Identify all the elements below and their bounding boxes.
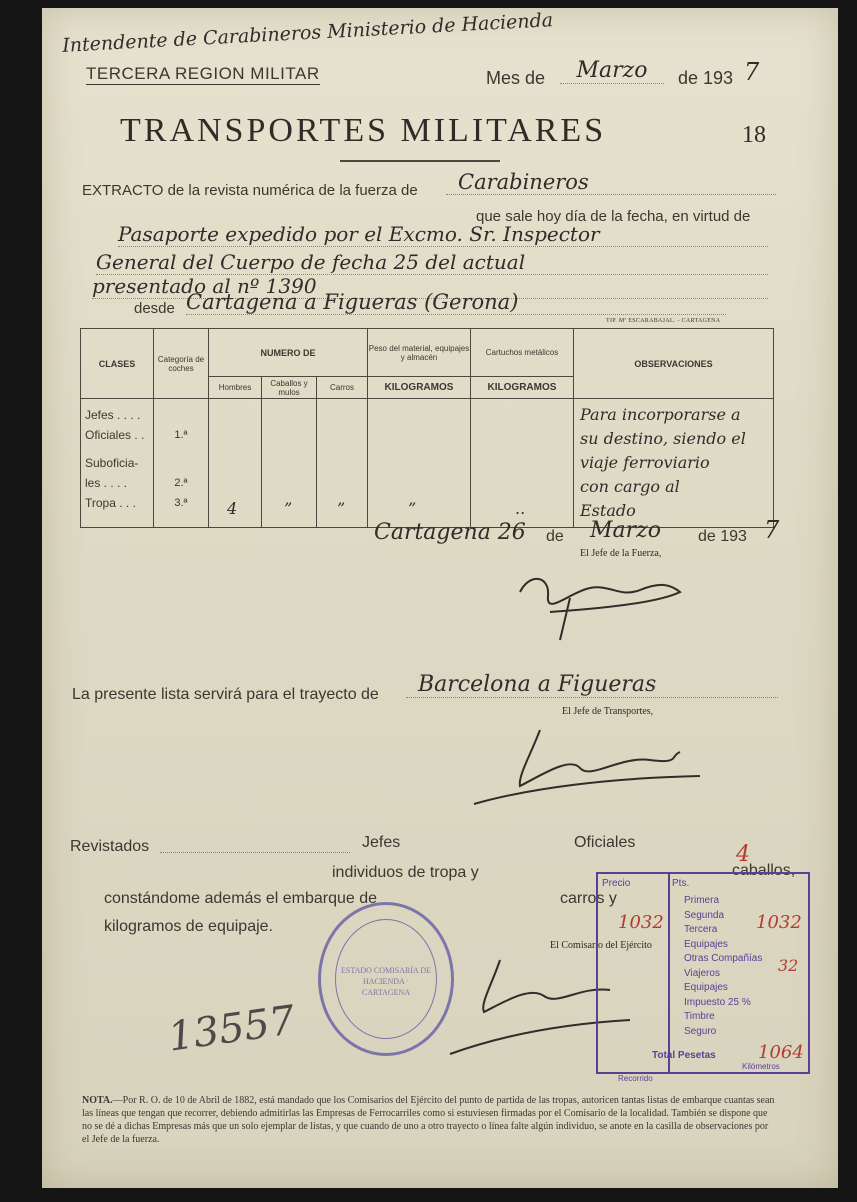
stamp-row-8: Timbre (684, 1011, 715, 1022)
from-label: desde (134, 300, 175, 317)
date-de-1: de (546, 528, 564, 545)
obs-line-2: su destino, siendo el (580, 429, 746, 448)
extract-label: EXTRACTO de la revista numérica de la fuerza de (82, 182, 418, 199)
month-label: Mes de (486, 68, 546, 88)
force-value: Carabineros (446, 170, 776, 195)
stamp-row-0: Primera (684, 895, 720, 906)
tropa-cartuchos: .. (515, 499, 526, 518)
observaciones-cell (574, 399, 774, 528)
tropa-peso: ” (408, 499, 417, 518)
obs-line-4: con cargo al (580, 477, 680, 496)
stamp-hand-tercera: 1032 (756, 912, 802, 933)
carros-label: carros y (560, 890, 617, 907)
row-suboficiales-2: les . . . . (85, 476, 128, 490)
stamp-row-7: Impuesto 25 % (684, 996, 751, 1008)
seal-text: ESTADO COMISARÍA DE HACIENDA · CARTAGENA (340, 966, 432, 997)
tropa-hombres: 4 (227, 499, 238, 518)
date-year-digit: 7 (764, 516, 780, 544)
reason-line-3: presentado al nº 1390 (92, 274, 768, 299)
stamp-row-2: Tercera (684, 924, 718, 935)
row-jefes: Jefes . . . . (85, 408, 141, 422)
note-label: NOTA. (82, 1095, 113, 1106)
col-kg2: KILOGRAMOS (471, 377, 574, 399)
stamp-col2: Pts. (672, 878, 690, 889)
col-caballos: Caballos y mulos (262, 377, 317, 399)
carros-cell (317, 399, 368, 528)
col-numero-de: NUMERO DE (209, 329, 368, 377)
col-categoria: Categoría de coches (154, 329, 209, 399)
cat-2: 2.ª (174, 477, 188, 489)
note-text: —Por R. O. de 10 de Abril de 1882, está mandado que los Comisarios del Ejército del punto de partida de las tropas, autoricen tantas listas de embarque cuantas sean las líneas que tengan que recorrer, debiendo admitirlas las Empresas de Ferrocarriles como si estuviesen firmadas por el Comisario de la localidad. También se dispone que no se dé a dichas Empresas más que un solo ejemplar de listas, y que cuando de uno a otro trayecto o línea falte algún individuo, se anote en la casilla de observaciones por el Jefe de la fuerza. (82, 1095, 775, 1145)
hombres-cell (209, 399, 262, 528)
margin-number: 13557 (165, 997, 298, 1061)
trayecto-label: La presente lista servirá para el trayecto de (72, 686, 379, 703)
place-value: Cartagena 26 (374, 520, 526, 545)
signature-jefe-fuerza (490, 562, 700, 644)
date-de-2: de 193 (698, 528, 747, 545)
reason-line-2: General del Cuerpo de fecha 25 del actual (96, 250, 768, 275)
individuos-label: individuos de tropa y (332, 864, 479, 881)
constandome-label: constándome además el embarque de (104, 890, 378, 907)
obs-line-5: Estado (580, 501, 636, 520)
stamp-col1: Precio (602, 878, 631, 889)
signature-jefe-transportes (470, 716, 710, 812)
col-carros: Carros (317, 377, 368, 399)
col-clases: CLASES (81, 329, 154, 399)
obs-line-1: Para incorporarse a (580, 405, 741, 424)
year-label: de 193 (678, 68, 734, 88)
col-hombres: Hombres (209, 377, 262, 399)
oficiales-label: Oficiales (574, 834, 636, 851)
stamp-hand-otras: 32 (778, 956, 799, 975)
reason-line-1: Pasaporte expedido por el Excmo. Sr. Inspector (118, 222, 768, 247)
official-seal (318, 902, 454, 1056)
row-suboficiales: Suboficia- (85, 456, 139, 470)
categoria-cell (154, 399, 209, 528)
extract-line2: que sale hoy día de la fecha, en virtud de (476, 208, 751, 225)
stamp-total: Total Pesetas (652, 1050, 716, 1061)
col-observaciones: OBSERVACIONES (574, 329, 774, 399)
page-title: TRANSPORTES MILITARES (120, 112, 607, 149)
stamp-row-4: Otras Compañías (684, 953, 763, 964)
jefe-fuerza-label: El Jefe de la Fuerza, (580, 548, 662, 559)
trayecto-value: Barcelona a Figueras (406, 672, 778, 698)
stamp-row-9: Seguro (684, 1025, 717, 1037)
revistados-label: Revistados (70, 838, 150, 855)
troops-table (80, 328, 774, 528)
kilogramos-label: kilogramos de equipaje. (104, 918, 273, 935)
form-number: 18 (742, 122, 766, 148)
obs-line-3: viaje ferroviario (580, 453, 710, 472)
peso-cell (368, 399, 471, 528)
title-ornament (340, 160, 500, 162)
stamp-row-1: Segunda (684, 909, 725, 921)
revistados-line (160, 852, 350, 853)
cat-3: 3.ª (174, 497, 188, 509)
jefes-label: Jefes (362, 834, 401, 851)
caballos-hand: 4 (736, 842, 750, 867)
col-kg1: KILOGRAMOS (368, 377, 471, 399)
year-digit: 7 (744, 58, 760, 86)
stamp-row-6: Equipajes (684, 982, 728, 993)
month-value: Marzo (560, 58, 664, 84)
handwritten-heading: Intendente de Carabineros Ministerio de Hacienda (61, 9, 554, 57)
col-cartuchos: Cartuchos metálicos (471, 329, 574, 377)
clases-cell (81, 399, 154, 528)
stamp-recorrido: Recorrido (618, 1074, 653, 1083)
route-value: Cartagena a Figueras (Gerona) (186, 290, 726, 315)
stamp-kilometres: Kilómetros (742, 1062, 780, 1071)
date-month: Marzo (590, 518, 661, 543)
fare-stamp (596, 872, 810, 1083)
row-oficiales: Oficiales . . (85, 428, 145, 442)
printer-mark: TIP. Mª ESCARABAJAL. - CARTAGENA (606, 318, 721, 324)
cartuchos-cell (471, 399, 574, 528)
cat-1: 1.ª (174, 429, 188, 441)
caballos-cell (262, 399, 317, 528)
comisario-label: El Comisario del Ejército (550, 940, 652, 951)
footer-note (82, 1094, 776, 1146)
row-tropa: Tropa . . . (85, 496, 136, 510)
tropa-caballos: ” (284, 499, 293, 518)
jefe-transportes-label: El Jefe de Transportes, (562, 706, 654, 717)
stamp-hand-total: 1064 (758, 1042, 804, 1063)
stamp-row-3: Equipajes (684, 938, 728, 950)
tropa-carros: ” (337, 499, 346, 518)
col-peso: Peso del material, equipajes y almacén (368, 329, 471, 377)
stamp-row-5: Viajeros (684, 967, 720, 979)
stamp-hand-precio: 1032 (618, 912, 664, 933)
caballos-label: caballos, (732, 862, 796, 879)
region-label: TERCERA REGION MILITAR (86, 64, 320, 83)
